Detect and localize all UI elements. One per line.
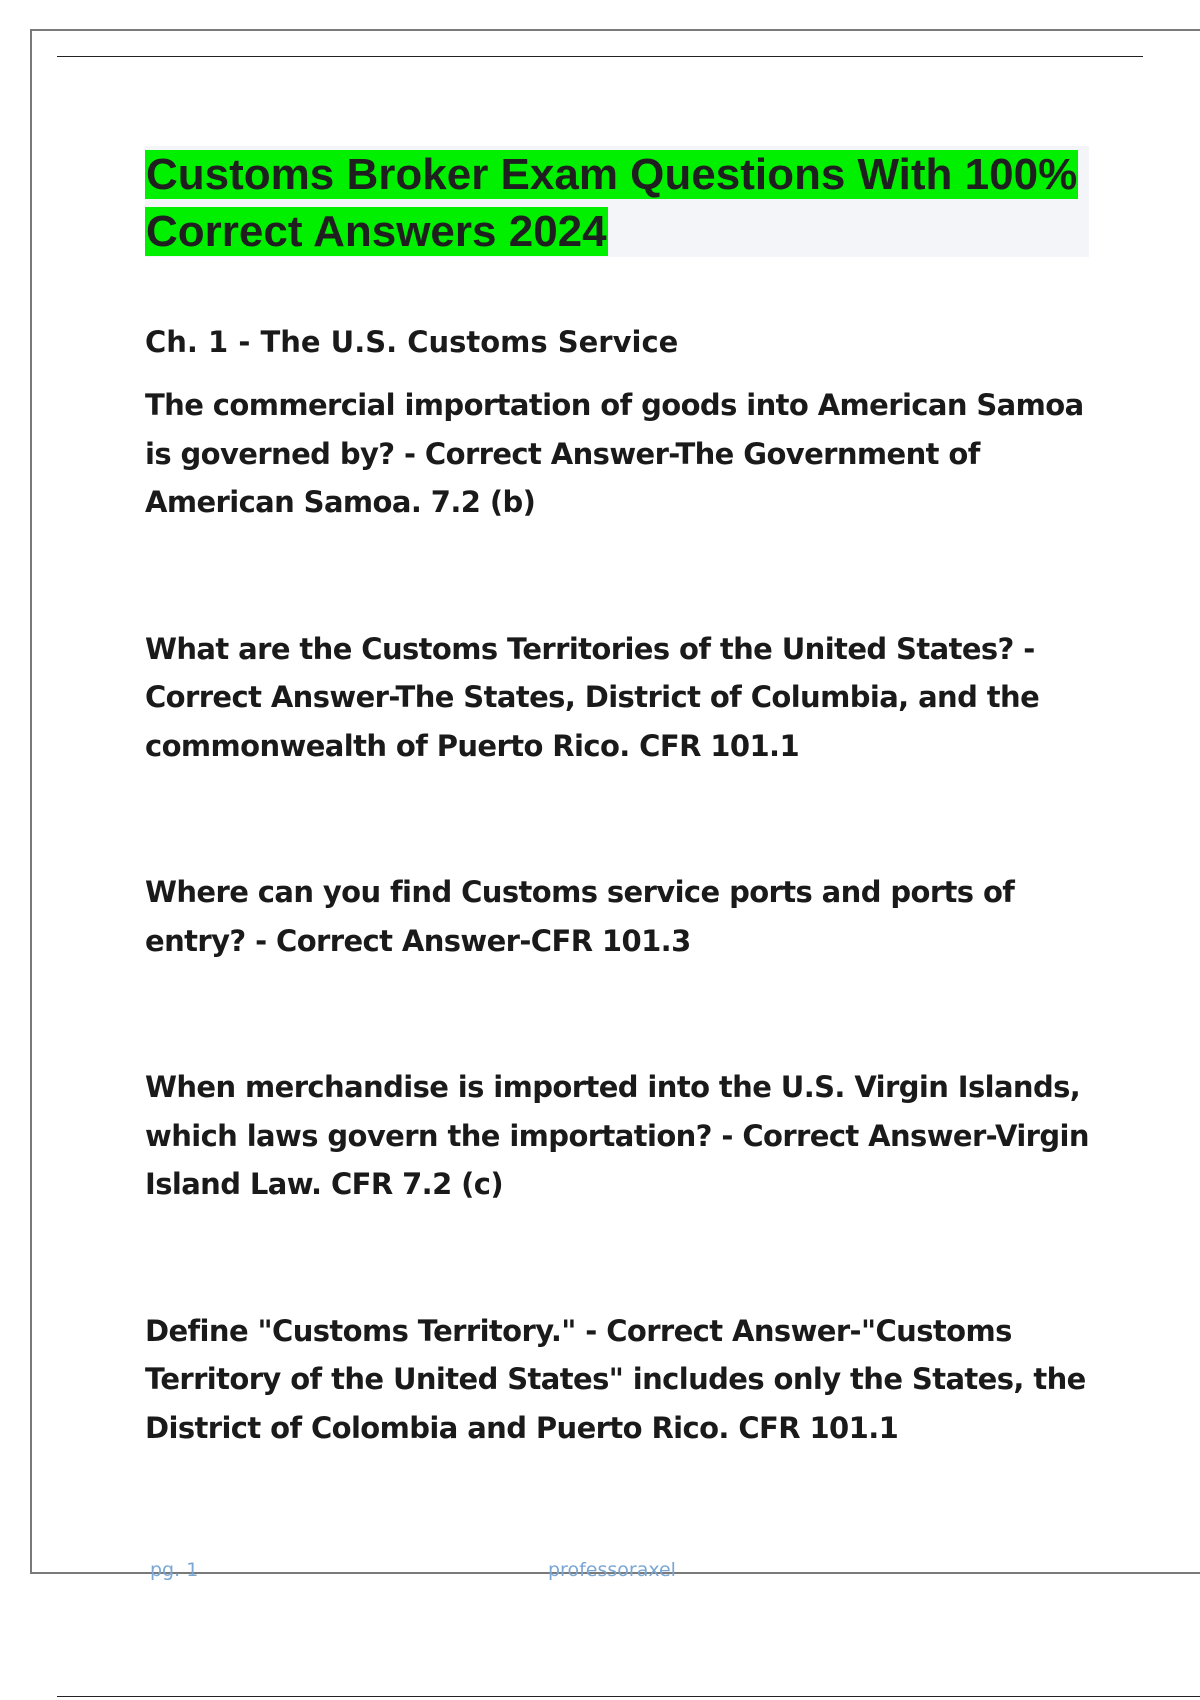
qa-item-3: Where can you find Customs service ports and ports of entry? - Correct Answer-CFR 101.3 [145, 875, 1015, 958]
qa-item-2: What are the Customs Territories of the United States? - Correct Answer-The States, District of Columbia, and the commonwealth of Puerto Rico. CFR 101.1 [145, 631, 1040, 763]
qa-item-5: Define "Customs Territory." - Correct Answer-"Customs Territory of the United States" includes only the States, the District of Colombia and Puerto Rico. CFR 101.1 [145, 1313, 1086, 1445]
footer-page-number: pg. 1 [150, 1559, 199, 1581]
document-body [145, 318, 1090, 1452]
qa-item-4: When merchandise is imported into the U.S. Virgin Islands, which laws govern the importation? - Correct Answer-Virgin Island Law. CFR 7.2 (c) [145, 1070, 1089, 1201]
top-rule [57, 56, 1143, 57]
document-title [145, 146, 1089, 260]
document-title-text: Customs Broker Exam Questions With 100% Correct Answers 2024 [146, 150, 1078, 256]
bottom-rule [57, 1696, 1200, 1697]
chapter-heading: Ch. 1 - The U.S. Customs Service [145, 325, 679, 359]
footer-author: professoraxel [548, 1559, 676, 1581]
title-box [145, 146, 1089, 257]
qa-item-1: The commercial importation of goods into American Samoa is governed by? - Correct Answer-The Government of American Samoa. 7.2 (b) [145, 388, 1084, 519]
